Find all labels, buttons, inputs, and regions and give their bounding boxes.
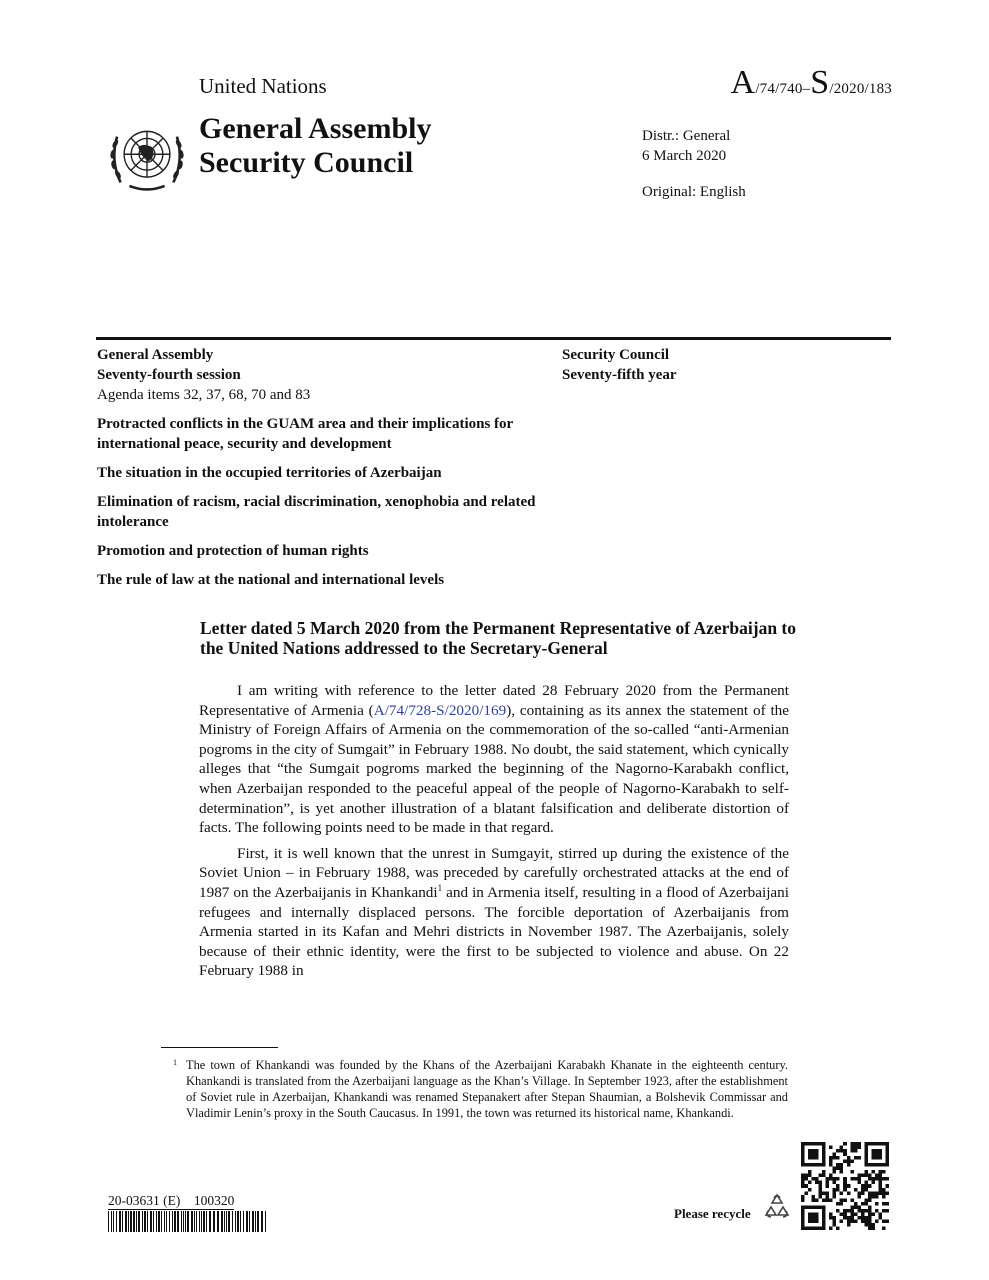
ga-session: Seventy-fourth session	[97, 367, 241, 383]
recycle-icon	[762, 1191, 792, 1221]
ga-title: General Assembly	[97, 347, 214, 363]
agenda-item: The situation in the occupied territories of Azerbaijan	[97, 465, 442, 481]
job-number: 20-03631 (E) 100320	[108, 1193, 235, 1208]
letter-title: Letter dated 5 March 2020 from the Permanent Representative of Azerbaijan to the United Nations addressed to the Secretary-General	[200, 618, 796, 658]
security-council-block	[562, 345, 677, 385]
organization-name: United Nations	[199, 74, 327, 98]
barcode-icon	[108, 1211, 270, 1232]
paragraph-text: and in Armenia itself, resulting in a flood of Azerbaijani refugees and internally displaced persons. The forcible deportation of Azerbaijanis from Armenia started in its Kafan and Mehri districts in November 1987. The Azerbaijanis, solely because of their ethnic identity, were the first to be subjected to violence and abuse. On 22 February 1988 in	[199, 883, 789, 980]
issuing-bodies	[199, 112, 432, 180]
document-symbol	[731, 64, 892, 102]
distribution: Distr.: General	[642, 128, 731, 144]
paragraph-text: First, it is well known that the unrest in Sumgayit, stirred up during the existence of the Soviet Union – in February 1988, was preceded by carefully orchestrated attacks at the end of 1987 on the Azerbaijanis in Khankandi	[199, 844, 789, 901]
paragraph-1	[199, 681, 789, 838]
general-assembly-block	[97, 345, 547, 590]
qr-code-icon	[801, 1142, 889, 1230]
agenda-item: Promotion and protection of human rights	[97, 543, 369, 559]
paragraph-text: ), containing as its annex the statement of the Ministry of Foreign Affairs of Armenia on the commemoration of the so-called “anti-Armenian pogroms in the city of Sumgait” in February 1988. No doubt, the said statement, which cynically alleges that “the Sumgait pogroms marked the beginning of the Nagorno-Karabakh conflict, when Azerbaijan responded to the peaceful appeal of the people of Nagorno-Karabakh to self-determination”, is yet another illustration of a blatant falsification and deliberate distortion of facts. The following points need to be made in that regard.	[199, 701, 790, 837]
ga-agenda: Agenda items 32, 37, 68, 70 and 83	[97, 387, 311, 403]
footnote-reference[interactable]: 1	[437, 882, 443, 893]
un-emblem-icon	[103, 112, 191, 200]
document-link[interactable]: A/74/728-S/2020/169	[373, 701, 507, 719]
sc-title: Security Council	[562, 347, 670, 363]
issue-date: 6 March 2020	[642, 148, 727, 164]
footnote-rule	[161, 1047, 278, 1048]
symbol-s-number: /2020/183	[829, 81, 892, 97]
footnote	[173, 1057, 788, 1121]
distribution-info	[642, 126, 730, 166]
paragraph-2	[199, 844, 789, 981]
footnote-mark: 1	[173, 1058, 177, 1067]
agenda-item: Elimination of racism, racial discrimination, xenophobia and related intolerance	[97, 494, 536, 530]
recycle-label: Please recycle	[674, 1206, 751, 1221]
body-security-council: Security Council	[199, 146, 414, 179]
original-language: Original: English	[642, 184, 746, 200]
symbol-a-number: /74/740–	[755, 81, 811, 97]
symbol-a: A	[730, 64, 756, 101]
sc-year: Seventy-fifth year	[562, 367, 677, 383]
paragraph-text: I am writing with reference to the letter dated 28 February 2020 from the Permanent Representative of Armenia (	[199, 682, 789, 719]
agenda-item: The rule of law at the national and international levels	[97, 572, 445, 588]
footnote-text: The town of Khankandi was founded by the Khans of the Azerbaijani Karabakh Khanate in the eighteenth century. Khankandi is translated from the Azerbaijani language as the Khan’s Village. In September 1923, after the establishment of Soviet rule in Azerbaijan, Khankandi was renamed Stepanakert after Stepan Shaumian, a Bolshevik Commissar and Vladimir Lenin’s proxy in the South Caucasus. In 1991, the town was returned its historical name, Khankandi.	[186, 1058, 788, 1120]
symbol-s: S	[810, 64, 830, 101]
header-rule	[96, 337, 891, 340]
body-general-assembly: General Assembly	[199, 112, 432, 145]
letter-body	[199, 681, 789, 987]
agenda-item: Protracted conflicts in the GUAM area and their implications for international peace, security and development	[97, 416, 513, 452]
